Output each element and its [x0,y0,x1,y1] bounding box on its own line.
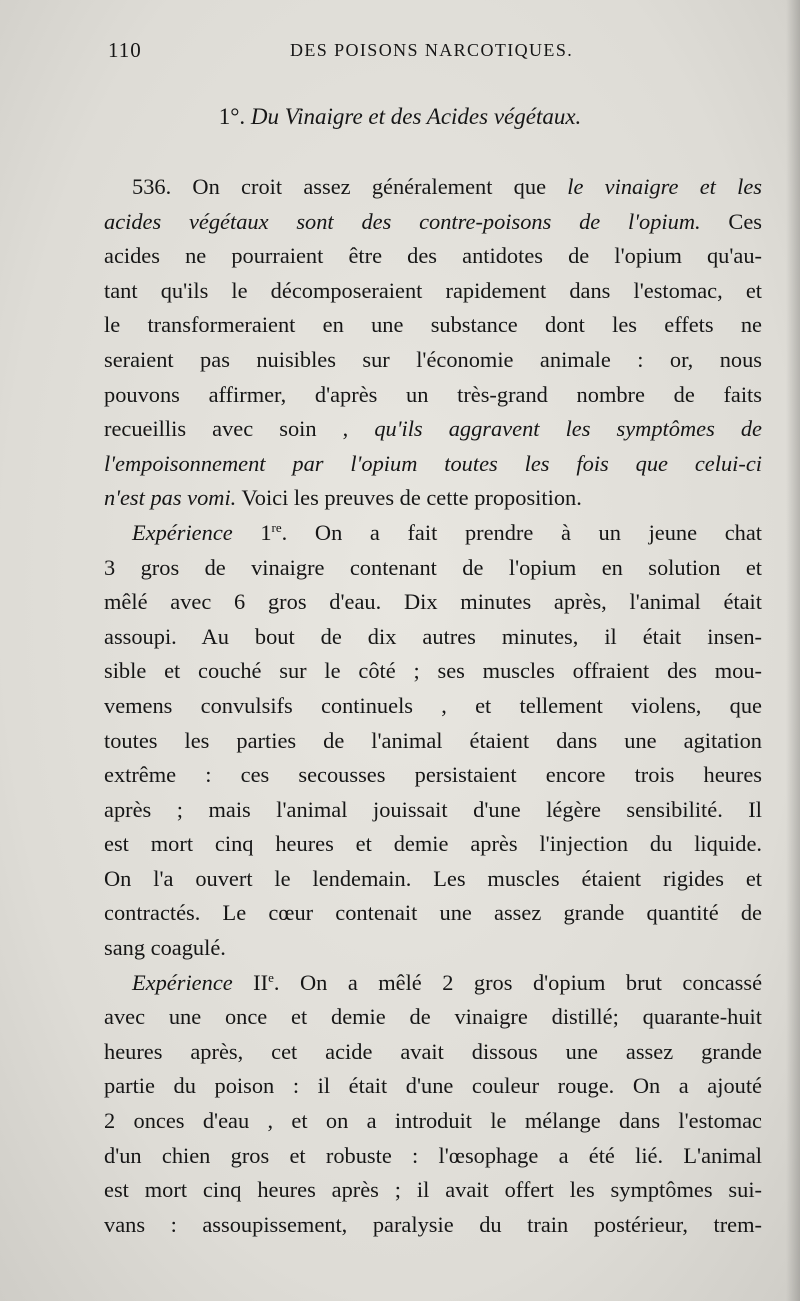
text-line [104,1035,762,1070]
text-line [104,481,762,516]
body-text [104,170,762,1242]
text-run: vans : assoupissement, paralysie du train postérieur, trem- [104,1211,762,1237]
text-line [104,758,762,793]
italic-run: Expérience [132,519,233,545]
italic-run: qu'ils aggravent les symptômes de [374,416,762,442]
text-run: heures après, cet acide avait dissous une assez grande [104,1038,762,1064]
text-line [104,551,762,586]
text-line [104,620,762,655]
text-run: après ; mais l'animal jouissait d'une légère sensibilité. Il [104,796,762,822]
text-line [104,378,762,413]
italic-run: le vinaigre et les [567,174,762,199]
text-run: est mort cinq heures et demie après l'injection du liquide. [104,831,762,857]
text-run: 3 gros de vinaigre contenant de l'opium en solution et [104,554,762,580]
section-number: 1°. [218,104,246,129]
text-run: mêlé avec 6 gros d'eau. Dix minutes après, l'animal était [104,589,762,615]
text-line [104,1139,762,1174]
text-run: extrême : ces secousses persistaient encore trois heures [104,762,762,788]
section-heading [110,104,690,130]
italic-run: acides végétaux sont des contre-poisons de l'opium. [104,208,701,234]
text-line [104,931,762,966]
running-head [108,38,768,64]
text-run: toutes les parties de l'animal étaient dans une agitation [104,727,762,753]
text-run: 536. On croit assez généralement que [132,174,568,199]
text-line [104,585,762,620]
page-number: 110 [108,38,142,62]
italic-run: n'est pas vomi. [104,485,237,511]
text-line [104,516,762,551]
text-line [104,966,762,1001]
text-line [104,308,762,343]
text-run: Ces [700,208,762,234]
text-run: 1 [232,519,272,545]
text-run: d'un chien gros et robuste : l'œsophage a été lié. L'animal [104,1142,762,1168]
running-title: DES POISONS NARCOTIQUES. [290,40,574,60]
italic-run: Expérience [132,969,233,995]
superscript: e [268,969,274,985]
text-line [104,343,762,378]
text-run: est mort cinq heures après ; il avait offert les symptômes sui- [104,1177,762,1203]
italic-run: l'empoisonnement par l'opium toutes les fois que celui-ci [104,450,762,476]
text-line [104,1104,762,1139]
text-run: vemens convulsifs continuels , et tellement violens, que [104,692,762,718]
text-line [104,1000,762,1035]
text-run: On l'a ouvert le lendemain. Les muscles étaient rigides et [104,865,762,891]
text-run: recueillis avec soin , [104,416,375,442]
text-run: sang coagulé. [104,935,226,961]
text-run: partie du poison : il était d'une couleur rouge. On a ajouté [104,1073,762,1099]
text-line [104,239,762,274]
text-run: . On a mêlé 2 gros d'opium brut concassé [273,969,762,995]
text-line [104,827,762,862]
section-title: Du Vinaigre et des Acides végétaux. [250,104,582,129]
text-line [104,274,762,309]
text-line [104,1173,762,1208]
text-line [104,1208,762,1243]
text-run: avec une once et demie de vinaigre distillé; quarante-huit [104,1004,762,1030]
text-line [104,793,762,828]
text-run: sible et couché sur le côté ; ses muscles offraient des mou- [104,658,762,684]
text-run: assoupi. Au bout de dix autres minutes, il était insen- [104,623,762,649]
text-line [104,412,762,447]
text-run: acides ne pourraient être des antidotes de l'opium qu'au- [104,243,762,269]
text-run: pouvons affirmer, d'après un très-grand nombre de faits [104,381,762,407]
text-run: le transformeraient en une substance dont les effets ne [104,312,762,338]
text-run: II [232,969,269,995]
text-line [104,205,762,240]
text-line [104,447,762,482]
page-gutter-shadow [786,0,800,1301]
text-run: 2 onces d'eau , et on a introduit le mélange dans l'estomac [104,1108,762,1134]
text-line [104,896,762,931]
text-run: . On a fait prendre à un jeune chat [281,519,762,545]
text-run: Voici les preuves de cette proposition. [236,485,582,511]
text-run: seraient pas nuisibles sur l'économie animale : or, nous [104,346,762,372]
superscript: re [271,519,282,535]
text-line [104,689,762,724]
text-run: contractés. Le cœur contenait une assez grande quantité de [104,900,762,926]
text-run: tant qu'ils le décomposeraient rapidement dans l'estomac, et [104,277,762,303]
text-line [104,724,762,759]
text-line [104,170,762,205]
text-line [104,1069,762,1104]
text-line [104,654,762,689]
text-line [104,862,762,897]
